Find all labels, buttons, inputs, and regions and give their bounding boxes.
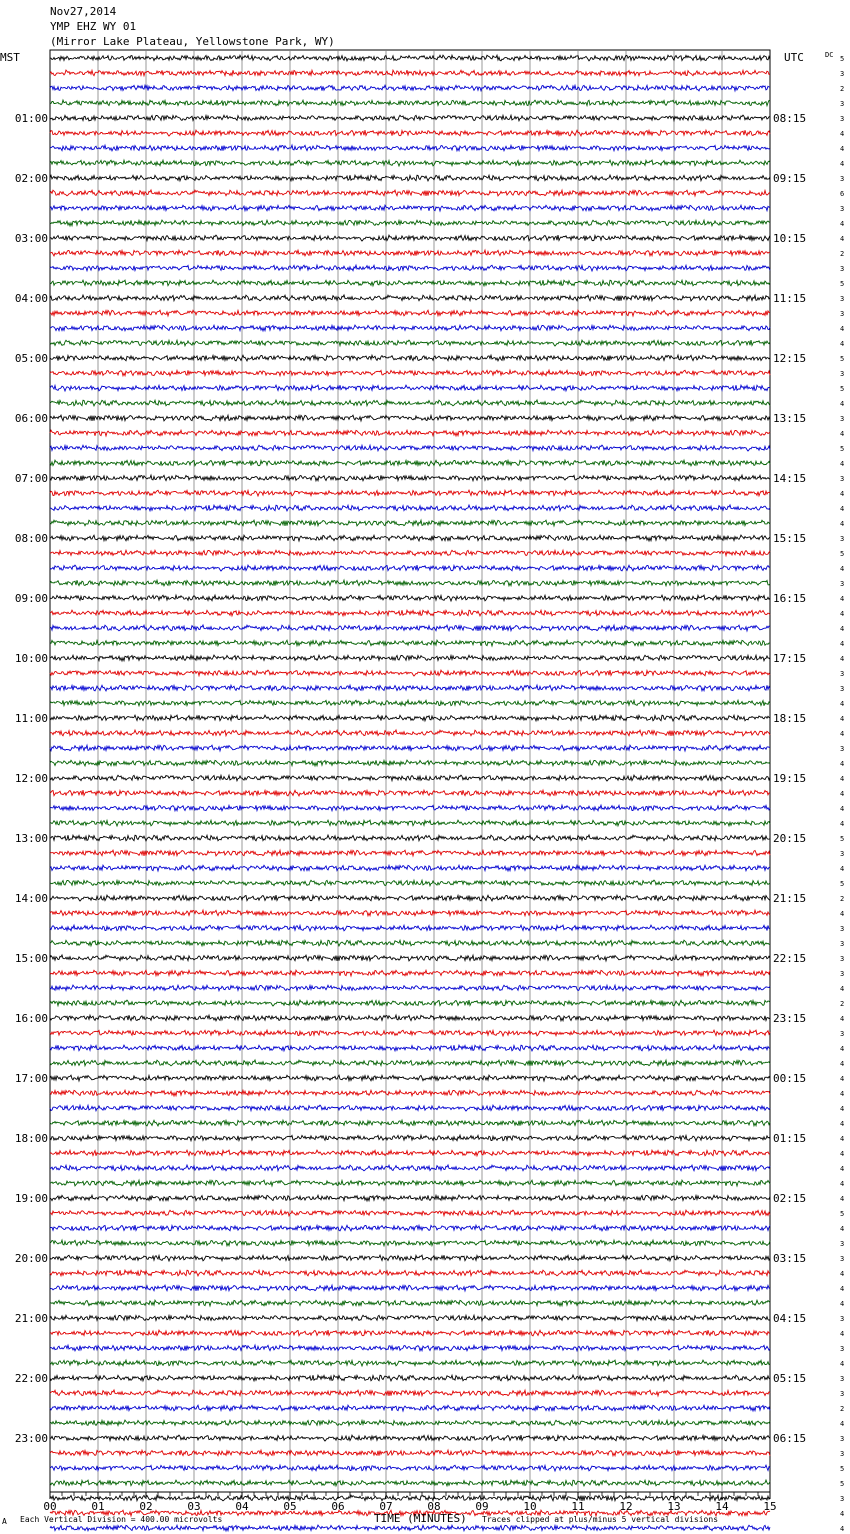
dc-value: 4 [840, 1195, 845, 1203]
footer-mark: A [2, 1517, 7, 1526]
mst-hour-label: 19:00 [14, 1192, 48, 1205]
trace-row [50, 1480, 770, 1486]
dc-value: 3 [840, 955, 845, 963]
trace-row [50, 415, 770, 421]
mst-hour-label: 02:00 [14, 172, 48, 185]
dc-value: 3 [840, 70, 845, 78]
dc-value: 4 [840, 565, 845, 573]
dc-value: 4 [840, 1135, 845, 1143]
dc-value: 4 [840, 1420, 845, 1428]
trace-row [50, 1345, 770, 1351]
x-axis [43, 1492, 776, 1513]
dc-value: 4 [840, 1120, 845, 1128]
trace-row [50, 1405, 770, 1411]
utc-hour-label: 01:15 [773, 1132, 807, 1145]
dc-value: 3 [840, 925, 845, 933]
dc-value: 6 [840, 190, 845, 198]
utc-label: UTC [784, 51, 804, 64]
dc-value: 4 [840, 1015, 845, 1023]
x-tick-label: 09 [475, 1500, 489, 1513]
mst-hour-label: 08:00 [14, 532, 48, 545]
dc-value: 4 [840, 775, 845, 783]
trace-row [50, 1135, 770, 1141]
trace-row [50, 490, 770, 496]
mst-hour-label: 14:00 [14, 892, 48, 905]
dc-value: 4 [840, 595, 845, 603]
trace-row [50, 205, 770, 211]
dc-value: 4 [840, 865, 845, 873]
dc-value: 4 [840, 340, 845, 348]
trace-row [50, 85, 770, 91]
dc-value: 2 [840, 1000, 845, 1008]
dc-value: 3 [840, 415, 845, 423]
trace-row [50, 1390, 770, 1396]
trace-row [50, 430, 770, 436]
x-tick-label: 07 [379, 1500, 393, 1513]
dc-value: 4 [840, 655, 845, 663]
trace-row [50, 1000, 770, 1006]
trace-row [50, 475, 770, 481]
utc-hour-label: 14:15 [773, 472, 807, 485]
trace-row [50, 985, 770, 991]
trace-row [50, 760, 770, 766]
dc-value: 4 [840, 235, 845, 243]
trace-row [50, 850, 770, 856]
mst-hour-label: 18:00 [14, 1132, 48, 1145]
trace-row [50, 820, 770, 826]
trace-row [50, 1240, 770, 1246]
utc-hour-label: 10:15 [773, 232, 807, 245]
dc-value: 3 [840, 1315, 845, 1323]
dc-value: 5 [840, 355, 845, 363]
dc-value: 4 [840, 1060, 845, 1068]
trace-row [50, 700, 770, 706]
x-tick-label: 05 [283, 1500, 297, 1513]
utc-hour-label: 05:15 [773, 1372, 807, 1385]
trace-row [50, 1420, 770, 1426]
trace-row [50, 535, 770, 541]
dc-value: 4 [840, 820, 845, 828]
mst-hour-label: 16:00 [14, 1012, 48, 1025]
trace-row [50, 325, 770, 331]
trace-row [50, 940, 770, 946]
dc-value: 3 [840, 295, 845, 303]
trace-row [50, 655, 770, 661]
x-tick-label: 11 [571, 1500, 585, 1513]
dc-value: 4 [840, 1075, 845, 1083]
trace-row [50, 1090, 770, 1096]
trace-row [50, 1180, 770, 1186]
trace-row [50, 1375, 770, 1381]
trace-row [50, 880, 770, 886]
trace-row [50, 115, 770, 121]
x-tick-label: 00 [43, 1500, 57, 1513]
dc-value: 3 [840, 940, 845, 948]
utc-hour-label: 08:15 [773, 112, 807, 125]
dc-value: 4 [840, 730, 845, 738]
x-tick-label: 04 [235, 1500, 249, 1513]
dc-value: 3 [840, 745, 845, 753]
trace-row [50, 835, 770, 841]
trace-row [50, 370, 770, 376]
mst-hour-label: 10:00 [14, 652, 48, 665]
dc-value: 4 [840, 1300, 845, 1308]
x-tick-label: 01 [91, 1500, 105, 1513]
mst-hour-label: 01:00 [14, 112, 48, 125]
dc-value: 5 [840, 880, 845, 888]
trace-row [50, 1360, 770, 1366]
x-tick-label: 10 [523, 1500, 537, 1513]
trace-row [50, 865, 770, 871]
utc-hour-label: 09:15 [773, 172, 807, 185]
mst-hour-label: 11:00 [14, 712, 48, 725]
trace-row [50, 730, 770, 736]
dc-value: 3 [840, 850, 845, 858]
dc-value: 3 [840, 370, 845, 378]
trace-row [50, 790, 770, 796]
dc-value: 4 [840, 520, 845, 528]
dc-value: 2 [840, 250, 845, 258]
trace-row [50, 355, 770, 361]
trace-row [50, 505, 770, 511]
dc-value: 4 [840, 145, 845, 153]
trace-row [50, 925, 770, 931]
seismic-traces [50, 55, 770, 1534]
dc-value: 5 [840, 280, 845, 288]
utc-hour-label: 18:15 [773, 712, 807, 725]
trace-row [50, 625, 770, 631]
trace-row [50, 1150, 770, 1156]
trace-row [50, 250, 770, 256]
x-tick-label: 15 [763, 1500, 777, 1513]
x-tick-label: 14 [715, 1500, 729, 1513]
dc-value: 3 [840, 580, 845, 588]
dc-value: 4 [840, 985, 845, 993]
dc-value: 3 [840, 205, 845, 213]
dc-value: 2 [840, 1405, 845, 1413]
trace-row [50, 1300, 770, 1306]
trace-row [50, 1225, 770, 1231]
utc-hour-label: 16:15 [773, 592, 807, 605]
dc-value: 4 [840, 1105, 845, 1113]
dc-value: 4 [840, 490, 845, 498]
trace-row [50, 340, 770, 346]
trace-row [50, 1525, 770, 1531]
trace-row [50, 1210, 770, 1216]
dc-value: 4 [840, 220, 845, 228]
x-tick-label: 03 [187, 1500, 201, 1513]
trace-row [50, 1030, 770, 1036]
station-location: (Mirror Lake Plateau, Yellowstone Park, WY) [50, 35, 335, 48]
utc-hour-label: 11:15 [773, 292, 807, 305]
dc-value: 4 [840, 505, 845, 513]
trace-row [50, 160, 770, 166]
dc-value: 5 [840, 835, 845, 843]
x-tick-label: 02 [139, 1500, 153, 1513]
x-tick-label: 06 [331, 1500, 345, 1513]
trace-row [50, 1060, 770, 1066]
utc-hour-label: 04:15 [773, 1312, 807, 1325]
dc-value: 3 [840, 115, 845, 123]
x-tick-label: 12 [619, 1500, 633, 1513]
trace-row [50, 1435, 770, 1441]
station-code: YMP EHZ WY 01 [50, 20, 137, 33]
dc-value: 3 [840, 1375, 845, 1383]
x-axis-label: TIME (MINUTES) [374, 1512, 467, 1525]
dc-value: 4 [840, 400, 845, 408]
utc-hour-label: 00:15 [773, 1072, 807, 1085]
trace-row [50, 265, 770, 271]
trace-row [50, 1255, 770, 1261]
clip-note: Traces clipped at plus/minus 5 vertical divisions [482, 1515, 719, 1524]
dc-value: 4 [840, 625, 845, 633]
utc-hour-label: 15:15 [773, 532, 807, 545]
trace-row [50, 1045, 770, 1051]
dc-value: 4 [840, 700, 845, 708]
trace-row [50, 175, 770, 181]
dc-value: 4 [840, 790, 845, 798]
dc-value: 4 [840, 160, 845, 168]
trace-row [50, 775, 770, 781]
mst-hour-label: 05:00 [14, 352, 48, 365]
dc-label: DC [825, 51, 834, 59]
trace-row [50, 220, 770, 226]
trace-row [50, 310, 770, 316]
dc-value: 4 [840, 1270, 845, 1278]
dc-value: 4 [840, 1165, 845, 1173]
dc-value: 3 [840, 475, 845, 483]
mst-hour-label: 23:00 [14, 1432, 48, 1445]
dc-value: 4 [840, 1090, 845, 1098]
trace-row [50, 715, 770, 721]
trace-row [50, 1195, 770, 1201]
trace-row [50, 145, 770, 151]
dc-value: 4 [840, 760, 845, 768]
trace-row [50, 580, 770, 586]
dc-value: 4 [840, 1150, 845, 1158]
dc-value: 4 [840, 460, 845, 468]
dc-value: 3 [840, 1390, 845, 1398]
trace-row [50, 895, 770, 901]
dc-value: 5 [840, 445, 845, 453]
trace-row [50, 385, 770, 391]
x-tick-label: 13 [667, 1500, 681, 1513]
dc-value: 3 [840, 1030, 845, 1038]
trace-row [50, 595, 770, 601]
trace-row [50, 1465, 770, 1471]
dc-value: 3 [840, 265, 845, 273]
dc-value: 3 [840, 1240, 845, 1248]
dc-value: 2 [840, 85, 845, 93]
trace-row [50, 910, 770, 916]
trace-row [50, 1315, 770, 1321]
trace-row [50, 130, 770, 136]
trace-row [50, 565, 770, 571]
dc-value: 4 [840, 1330, 845, 1338]
dc-value: 5 [840, 55, 845, 63]
utc-hour-label: 12:15 [773, 352, 807, 365]
mst-hour-label: 21:00 [14, 1312, 48, 1325]
mst-hour-label: 03:00 [14, 232, 48, 245]
trace-row [50, 235, 770, 241]
dc-value: 4 [840, 610, 845, 618]
trace-row [50, 1075, 770, 1081]
dc-value: 4 [840, 1225, 845, 1233]
dc-value: 3 [840, 100, 845, 108]
trace-row [50, 955, 770, 961]
utc-hour-label: 19:15 [773, 772, 807, 785]
dc-value: 4 [840, 325, 845, 333]
mst-hour-label: 17:00 [14, 1072, 48, 1085]
chart-date: Nov27,2014 [50, 5, 117, 18]
utc-hour-label: 06:15 [773, 1432, 807, 1445]
trace-row [50, 685, 770, 691]
dc-value: 3 [840, 1345, 845, 1353]
mst-hour-label: 13:00 [14, 832, 48, 845]
trace-row [50, 550, 770, 556]
trace-row [50, 1285, 770, 1291]
mst-hour-label: 04:00 [14, 292, 48, 305]
dc-value: 5 [840, 550, 845, 558]
trace-row [50, 520, 770, 526]
trace-row [50, 1330, 770, 1336]
scale-note: Each Vertical Division = 400.00 microvolts [20, 1515, 223, 1524]
dc-value: 5 [840, 1480, 845, 1488]
utc-hour-label: 20:15 [773, 832, 807, 845]
dc-value: 4 [840, 1180, 845, 1188]
dc-value: 3 [840, 970, 845, 978]
mst-hour-label: 06:00 [14, 412, 48, 425]
mst-hour-label: 07:00 [14, 472, 48, 485]
x-tick-label: 08 [427, 1500, 441, 1513]
trace-row [50, 805, 770, 811]
dc-value: 4 [840, 1525, 845, 1533]
trace-row [50, 610, 770, 616]
trace-row [50, 55, 770, 61]
dc-value: 3 [840, 670, 845, 678]
dc-value: 5 [840, 385, 845, 393]
trace-row [50, 1015, 770, 1021]
utc-hour-label: 03:15 [773, 1252, 807, 1265]
dc-value: 4 [840, 640, 845, 648]
trace-row [50, 1120, 770, 1126]
utc-hour-label: 22:15 [773, 952, 807, 965]
trace-row [50, 1270, 770, 1276]
dc-value: 2 [840, 895, 845, 903]
trace-row [50, 460, 770, 466]
dc-value: 3 [840, 535, 845, 543]
mst-hour-label: 22:00 [14, 1372, 48, 1385]
dc-value: 3 [840, 1435, 845, 1443]
dc-value: 3 [840, 310, 845, 318]
trace-row [50, 445, 770, 451]
utc-hour-label: 23:15 [773, 1012, 807, 1025]
trace-row [50, 1165, 770, 1171]
trace-row [50, 1105, 770, 1111]
dc-value: 4 [840, 805, 845, 813]
utc-hour-label: 21:15 [773, 892, 807, 905]
dc-value: 4 [840, 1360, 845, 1368]
mst-hour-label: 09:00 [14, 592, 48, 605]
dc-value: 3 [840, 1495, 845, 1503]
trace-row [50, 400, 770, 406]
trace-row [50, 1450, 770, 1456]
dc-value: 4 [840, 1510, 845, 1518]
dc-value: 4 [840, 430, 845, 438]
dc-value: 3 [840, 1450, 845, 1458]
mst-hour-label: 20:00 [14, 1252, 48, 1265]
dc-value: 4 [840, 130, 845, 138]
dc-value: 4 [840, 910, 845, 918]
dc-value: 5 [840, 1210, 845, 1218]
trace-row [50, 640, 770, 646]
trace-row [50, 70, 770, 76]
trace-row [50, 280, 770, 286]
mst-hour-label: 15:00 [14, 952, 48, 965]
trace-row [50, 970, 770, 976]
dc-value: 3 [840, 685, 845, 693]
dc-value: 3 [840, 175, 845, 183]
mst-label: MST [0, 51, 20, 64]
dc-value: 4 [840, 1045, 845, 1053]
trace-row [50, 190, 770, 196]
dc-value: 4 [840, 715, 845, 723]
trace-row [50, 295, 770, 301]
trace-row [50, 100, 770, 106]
trace-row [50, 745, 770, 751]
dc-value: 3 [840, 1255, 845, 1263]
dc-value: 4 [840, 1285, 845, 1293]
utc-hour-label: 02:15 [773, 1192, 807, 1205]
dc-value: 5 [840, 1465, 845, 1473]
trace-row [50, 670, 770, 676]
utc-hour-label: 17:15 [773, 652, 807, 665]
mst-hour-label: 12:00 [14, 772, 48, 785]
utc-hour-label: 13:15 [773, 412, 807, 425]
